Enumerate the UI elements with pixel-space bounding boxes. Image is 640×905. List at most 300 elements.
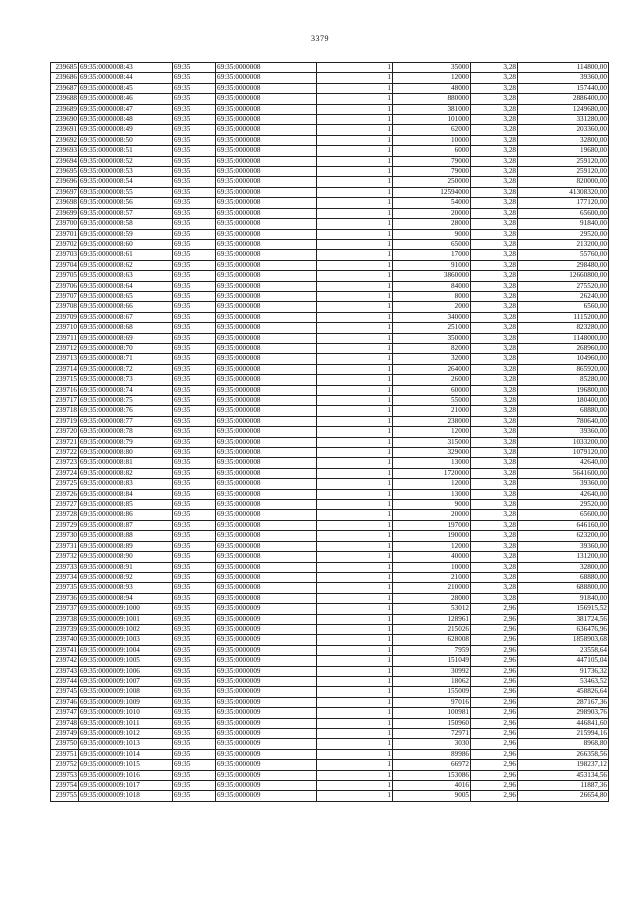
quarter-code-cell: 69:35:0000008 [216, 437, 317, 447]
cadastral-value-cell: 19680,00 [518, 146, 609, 156]
row-number-cell: 239724 [51, 468, 79, 478]
district-code-cell: 69:35 [173, 104, 216, 114]
rate-cell: 2,96 [471, 781, 518, 791]
cadastral-value-cell: 268960,00 [518, 343, 609, 353]
area-cell: 3860000 [393, 271, 471, 281]
row-number-cell: 239702 [51, 239, 79, 249]
table-row [51, 770, 609, 780]
row-number-cell: 239734 [51, 572, 79, 582]
table-row [51, 104, 609, 114]
group-cell: 1 [317, 552, 393, 562]
district-code-cell: 69:35 [173, 500, 216, 510]
area-cell: 2000 [393, 302, 471, 312]
cadastral-value-cell: 26240,00 [518, 291, 609, 301]
district-code-cell: 69:35 [173, 198, 216, 208]
rate-cell: 3,28 [471, 333, 518, 343]
group-cell: 1 [317, 593, 393, 603]
quarter-code-cell: 69:35:0000008 [216, 271, 317, 281]
table-row [51, 312, 609, 322]
group-cell: 1 [317, 219, 393, 229]
cadastral-value-cell: 85280,00 [518, 375, 609, 385]
cadastral-number-cell: 69:35:0000008:54 [79, 177, 173, 187]
cadastral-number-cell: 69:35:0000009:1009 [79, 697, 173, 707]
cadastral-value-cell: 381724,56 [518, 614, 609, 624]
table-row [51, 676, 609, 686]
quarter-code-cell: 69:35:0000009 [216, 645, 317, 655]
table-row [51, 624, 609, 634]
quarter-code-cell: 69:35:0000008 [216, 385, 317, 395]
row-number-cell: 239755 [51, 791, 79, 801]
cadastral-value-cell: 458826,64 [518, 687, 609, 697]
row-number-cell: 239689 [51, 104, 79, 114]
group-cell: 1 [317, 666, 393, 676]
cadastral-value-cell: 41308320,00 [518, 187, 609, 197]
cadastral-number-cell: 69:35:0000008:67 [79, 312, 173, 322]
area-cell: 3030 [393, 739, 471, 749]
quarter-code-cell: 69:35:0000008 [216, 291, 317, 301]
cadastral-number-cell: 69:35:0000008:69 [79, 333, 173, 343]
rate-cell: 3,28 [471, 593, 518, 603]
rate-cell: 3,28 [471, 510, 518, 520]
quarter-code-cell: 69:35:0000008 [216, 552, 317, 562]
area-cell: 79000 [393, 156, 471, 166]
cadastral-number-cell: 69:35:0000008:77 [79, 416, 173, 426]
table-row [51, 583, 609, 593]
district-code-cell: 69:35 [173, 354, 216, 364]
area-cell: 97016 [393, 697, 471, 707]
group-cell: 1 [317, 187, 393, 197]
area-cell: 54000 [393, 198, 471, 208]
district-code-cell: 69:35 [173, 520, 216, 530]
row-number-cell: 239728 [51, 510, 79, 520]
row-number-cell: 239735 [51, 583, 79, 593]
table-row [51, 666, 609, 676]
row-number-cell: 239711 [51, 333, 79, 343]
row-number-cell: 239749 [51, 729, 79, 739]
cadastral-value-cell: 447105,04 [518, 656, 609, 666]
district-code-cell: 69:35 [173, 385, 216, 395]
quarter-code-cell: 69:35:0000009 [216, 791, 317, 801]
quarter-code-cell: 69:35:0000008 [216, 135, 317, 145]
area-cell: 155009 [393, 687, 471, 697]
group-cell: 1 [317, 604, 393, 614]
quarter-code-cell: 69:35:0000008 [216, 323, 317, 333]
cadastral-number-cell: 69:35:0000008:73 [79, 375, 173, 385]
district-code-cell: 69:35 [173, 396, 216, 406]
rate-cell: 3,28 [471, 219, 518, 229]
cadastral-number-cell: 69:35:0000008:79 [79, 437, 173, 447]
rate-cell: 3,28 [471, 500, 518, 510]
area-cell: 6000 [393, 146, 471, 156]
table-row [51, 208, 609, 218]
rate-cell: 3,28 [471, 229, 518, 239]
district-code-cell: 69:35 [173, 271, 216, 281]
cadastral-number-cell: 69:35:0000008:55 [79, 187, 173, 197]
row-number-cell: 239723 [51, 458, 79, 468]
row-number-cell: 239710 [51, 323, 79, 333]
rate-cell: 2,96 [471, 770, 518, 780]
district-code-cell: 69:35 [173, 281, 216, 291]
rate-cell: 3,28 [471, 364, 518, 374]
rate-cell: 3,28 [471, 187, 518, 197]
rate-cell: 2,96 [471, 718, 518, 728]
rate-cell: 3,28 [471, 520, 518, 530]
rate-cell: 2,96 [471, 635, 518, 645]
quarter-code-cell: 69:35:0000009 [216, 676, 317, 686]
quarter-code-cell: 69:35:0000008 [216, 448, 317, 458]
area-cell: 628008 [393, 635, 471, 645]
row-number-cell: 239705 [51, 271, 79, 281]
district-code-cell: 69:35 [173, 156, 216, 166]
row-number-cell: 239750 [51, 739, 79, 749]
group-cell: 1 [317, 489, 393, 499]
rate-cell: 3,28 [471, 323, 518, 333]
row-number-cell: 239714 [51, 364, 79, 374]
area-cell: 12000 [393, 427, 471, 437]
rate-cell: 2,96 [471, 791, 518, 801]
row-number-cell: 239692 [51, 135, 79, 145]
group-cell: 1 [317, 125, 393, 135]
row-number-cell: 239697 [51, 187, 79, 197]
cadastral-number-cell: 69:35:0000008:83 [79, 479, 173, 489]
group-cell: 1 [317, 135, 393, 145]
table-row [51, 156, 609, 166]
cadastral-number-cell: 69:35:0000008:63 [79, 271, 173, 281]
cadastral-value-cell: 32800,00 [518, 135, 609, 145]
rate-cell: 3,28 [471, 146, 518, 156]
quarter-code-cell: 69:35:0000008 [216, 396, 317, 406]
rate-cell: 3,28 [471, 572, 518, 582]
area-cell: 150960 [393, 718, 471, 728]
rate-cell: 3,28 [471, 177, 518, 187]
area-cell: 7959 [393, 645, 471, 655]
quarter-code-cell: 69:35:0000008 [216, 510, 317, 520]
rate-cell: 3,28 [471, 437, 518, 447]
district-code-cell: 69:35 [173, 312, 216, 322]
quarter-code-cell: 69:35:0000008 [216, 375, 317, 385]
district-code-cell: 69:35 [173, 83, 216, 93]
row-number-cell: 239722 [51, 448, 79, 458]
district-code-cell: 69:35 [173, 687, 216, 697]
row-number-cell: 239701 [51, 229, 79, 239]
district-code-cell: 69:35 [173, 531, 216, 541]
rate-cell: 3,28 [471, 198, 518, 208]
rate-cell: 2,96 [471, 697, 518, 707]
group-cell: 1 [317, 94, 393, 104]
table-row [51, 479, 609, 489]
area-cell: 12594000 [393, 187, 471, 197]
rate-cell: 2,96 [471, 676, 518, 686]
cadastral-value-cell: 266358,56 [518, 749, 609, 759]
row-number-cell: 239716 [51, 385, 79, 395]
cadastral-value-cell: 29520,00 [518, 500, 609, 510]
group-cell: 1 [317, 198, 393, 208]
district-code-cell: 69:35 [173, 167, 216, 177]
quarter-code-cell: 69:35:0000009 [216, 749, 317, 759]
group-cell: 1 [317, 385, 393, 395]
row-number-cell: 239691 [51, 125, 79, 135]
table-row [51, 333, 609, 343]
group-cell: 1 [317, 302, 393, 312]
district-code-cell: 69:35 [173, 541, 216, 551]
group-cell: 1 [317, 427, 393, 437]
quarter-code-cell: 69:35:0000008 [216, 260, 317, 270]
area-cell: 30992 [393, 666, 471, 676]
area-cell: 350000 [393, 333, 471, 343]
row-number-cell: 239742 [51, 656, 79, 666]
district-code-cell: 69:35 [173, 333, 216, 343]
rate-cell: 3,28 [471, 396, 518, 406]
cadastral-number-cell: 69:35:0000008:74 [79, 385, 173, 395]
row-number-cell: 239707 [51, 291, 79, 301]
row-number-cell: 239686 [51, 73, 79, 83]
table-row [51, 739, 609, 749]
district-code-cell: 69:35 [173, 219, 216, 229]
table-row [51, 552, 609, 562]
table-row [51, 167, 609, 177]
rate-cell: 2,96 [471, 645, 518, 655]
table-row [51, 604, 609, 614]
quarter-code-cell: 69:35:0000008 [216, 146, 317, 156]
area-cell: 12000 [393, 541, 471, 551]
table-row [51, 448, 609, 458]
cadastral-value-table [50, 62, 609, 802]
cadastral-value-cell: 156915,52 [518, 604, 609, 614]
cadastral-value-cell: 26654,80 [518, 791, 609, 801]
cadastral-number-cell: 69:35:0000008:43 [79, 63, 173, 73]
quarter-code-cell: 69:35:0000008 [216, 343, 317, 353]
cadastral-value-cell: 11887,36 [518, 781, 609, 791]
cadastral-number-cell: 69:35:0000008:76 [79, 406, 173, 416]
district-code-cell: 69:35 [173, 479, 216, 489]
area-cell: 84000 [393, 281, 471, 291]
area-cell: 48000 [393, 83, 471, 93]
quarter-code-cell: 69:35:0000008 [216, 520, 317, 530]
cadastral-number-cell: 69:35:0000009:1010 [79, 708, 173, 718]
cadastral-number-cell: 69:35:0000009:1002 [79, 624, 173, 634]
district-code-cell: 69:35 [173, 635, 216, 645]
area-cell: 8000 [393, 291, 471, 301]
cadastral-number-cell: 69:35:0000008:90 [79, 552, 173, 562]
district-code-cell: 69:35 [173, 208, 216, 218]
area-cell: 28000 [393, 593, 471, 603]
table-row [51, 635, 609, 645]
district-code-cell: 69:35 [173, 187, 216, 197]
rate-cell: 3,28 [471, 156, 518, 166]
area-cell: 153086 [393, 770, 471, 780]
quarter-code-cell: 69:35:0000009 [216, 729, 317, 739]
cadastral-value-cell: 91736,32 [518, 666, 609, 676]
rate-cell: 2,96 [471, 604, 518, 614]
table-row [51, 531, 609, 541]
row-number-cell: 239696 [51, 177, 79, 187]
cadastral-number-cell: 69:35:0000008:81 [79, 458, 173, 468]
district-code-cell: 69:35 [173, 177, 216, 187]
table-row [51, 614, 609, 624]
quarter-code-cell: 69:35:0000008 [216, 239, 317, 249]
rate-cell: 3,28 [471, 541, 518, 551]
quarter-code-cell: 69:35:0000009 [216, 635, 317, 645]
cadastral-value-cell: 1249680,00 [518, 104, 609, 114]
row-number-cell: 239721 [51, 437, 79, 447]
district-code-cell: 69:35 [173, 364, 216, 374]
district-code-cell: 69:35 [173, 448, 216, 458]
row-number-cell: 239695 [51, 167, 79, 177]
cadastral-number-cell: 69:35:0000009:1005 [79, 656, 173, 666]
rate-cell: 3,28 [471, 260, 518, 270]
area-cell: 79000 [393, 167, 471, 177]
cadastral-value-cell: 275520,00 [518, 281, 609, 291]
cadastral-number-cell: 69:35:0000008:66 [79, 302, 173, 312]
cadastral-value-cell: 213200,00 [518, 239, 609, 249]
row-number-cell: 239726 [51, 489, 79, 499]
district-code-cell: 69:35 [173, 676, 216, 686]
row-number-cell: 239706 [51, 281, 79, 291]
area-cell: 251000 [393, 323, 471, 333]
group-cell: 1 [317, 239, 393, 249]
rate-cell: 3,28 [471, 354, 518, 364]
group-cell: 1 [317, 718, 393, 728]
cadastral-number-cell: 69:35:0000008:58 [79, 219, 173, 229]
district-code-cell: 69:35 [173, 729, 216, 739]
quarter-code-cell: 69:35:0000008 [216, 63, 317, 73]
rate-cell: 3,28 [471, 562, 518, 572]
group-cell: 1 [317, 791, 393, 801]
cadastral-value-cell: 65600,00 [518, 208, 609, 218]
cadastral-number-cell: 69:35:0000009:1011 [79, 718, 173, 728]
district-code-cell: 69:35 [173, 749, 216, 759]
rate-cell: 2,96 [471, 614, 518, 624]
cadastral-number-cell: 69:35:0000008:80 [79, 448, 173, 458]
group-cell: 1 [317, 364, 393, 374]
rate-cell: 3,28 [471, 115, 518, 125]
group-cell: 1 [317, 323, 393, 333]
quarter-code-cell: 69:35:0000008 [216, 500, 317, 510]
area-cell: 28000 [393, 219, 471, 229]
rate-cell: 2,96 [471, 760, 518, 770]
cadastral-number-cell: 69:35:0000009:1007 [79, 676, 173, 686]
district-code-cell: 69:35 [173, 250, 216, 260]
table-row [51, 343, 609, 353]
rate-cell: 3,28 [471, 208, 518, 218]
cadastral-number-cell: 69:35:0000008:88 [79, 531, 173, 541]
table-row [51, 94, 609, 104]
cadastral-number-cell: 69:35:0000008:68 [79, 323, 173, 333]
cadastral-value-cell: 865920,00 [518, 364, 609, 374]
rate-cell: 3,28 [471, 281, 518, 291]
cadastral-number-cell: 69:35:0000008:86 [79, 510, 173, 520]
group-cell: 1 [317, 541, 393, 551]
table-row [51, 260, 609, 270]
cadastral-number-cell: 69:35:0000009:1016 [79, 770, 173, 780]
cadastral-value-cell: 91840,00 [518, 219, 609, 229]
area-cell: 13000 [393, 458, 471, 468]
cadastral-number-cell: 69:35:0000009:1000 [79, 604, 173, 614]
table-row [51, 562, 609, 572]
area-cell: 100981 [393, 708, 471, 718]
row-number-cell: 239698 [51, 198, 79, 208]
quarter-code-cell: 69:35:0000009 [216, 614, 317, 624]
row-number-cell: 239690 [51, 115, 79, 125]
area-cell: 329000 [393, 448, 471, 458]
district-code-cell: 69:35 [173, 343, 216, 353]
area-cell: 13000 [393, 489, 471, 499]
cadastral-value-cell: 177120,00 [518, 198, 609, 208]
area-cell: 72971 [393, 729, 471, 739]
table-row [51, 697, 609, 707]
rate-cell: 3,28 [471, 250, 518, 260]
table-row [51, 291, 609, 301]
row-number-cell: 239687 [51, 83, 79, 93]
group-cell: 1 [317, 458, 393, 468]
quarter-code-cell: 69:35:0000008 [216, 458, 317, 468]
cadastral-value-cell: 39360,00 [518, 541, 609, 551]
row-number-cell: 239740 [51, 635, 79, 645]
cadastral-value-cell: 2886400,00 [518, 94, 609, 104]
quarter-code-cell: 69:35:0000009 [216, 760, 317, 770]
table-row [51, 364, 609, 374]
quarter-code-cell: 69:35:0000008 [216, 167, 317, 177]
cadastral-value-cell: 203360,00 [518, 125, 609, 135]
quarter-code-cell: 69:35:0000008 [216, 489, 317, 499]
table-row [51, 354, 609, 364]
cadastral-number-cell: 69:35:0000008:53 [79, 167, 173, 177]
rate-cell: 3,28 [471, 302, 518, 312]
district-code-cell: 69:35 [173, 427, 216, 437]
cadastral-value-cell: 42640,00 [518, 489, 609, 499]
row-number-cell: 239729 [51, 520, 79, 530]
group-cell: 1 [317, 708, 393, 718]
group-cell: 1 [317, 156, 393, 166]
group-cell: 1 [317, 291, 393, 301]
table-row [51, 115, 609, 125]
quarter-code-cell: 69:35:0000008 [216, 406, 317, 416]
quarter-code-cell: 69:35:0000008 [216, 541, 317, 551]
row-number-cell: 239731 [51, 541, 79, 551]
quarter-code-cell: 69:35:0000009 [216, 739, 317, 749]
cadastral-value-cell: 259120,00 [518, 156, 609, 166]
table-row [51, 416, 609, 426]
table-row [51, 135, 609, 145]
group-cell: 1 [317, 614, 393, 624]
area-cell: 53012 [393, 604, 471, 614]
area-cell: 151049 [393, 656, 471, 666]
cadastral-number-cell: 69:35:0000008:84 [79, 489, 173, 499]
quarter-code-cell: 69:35:0000008 [216, 427, 317, 437]
cadastral-number-cell: 69:35:0000008:45 [79, 83, 173, 93]
cadastral-value-cell: 198237,12 [518, 760, 609, 770]
cadastral-number-cell: 69:35:0000009:1013 [79, 739, 173, 749]
table-row [51, 146, 609, 156]
cadastral-number-cell: 69:35:0000008:93 [79, 583, 173, 593]
group-cell: 1 [317, 656, 393, 666]
quarter-code-cell: 69:35:0000009 [216, 666, 317, 676]
rate-cell: 3,28 [471, 135, 518, 145]
area-cell: 9005 [393, 791, 471, 801]
table-row [51, 271, 609, 281]
cadastral-value-cell: 446841,60 [518, 718, 609, 728]
cadastral-value-cell: 6560,00 [518, 302, 609, 312]
table-row [51, 541, 609, 551]
area-cell: 4016 [393, 781, 471, 791]
table-row [51, 708, 609, 718]
row-number-cell: 239738 [51, 614, 79, 624]
table-row [51, 229, 609, 239]
table-row [51, 125, 609, 135]
cadastral-number-cell: 69:35:0000008:44 [79, 73, 173, 83]
cadastral-value-cell: 29520,00 [518, 229, 609, 239]
district-code-cell: 69:35 [173, 656, 216, 666]
